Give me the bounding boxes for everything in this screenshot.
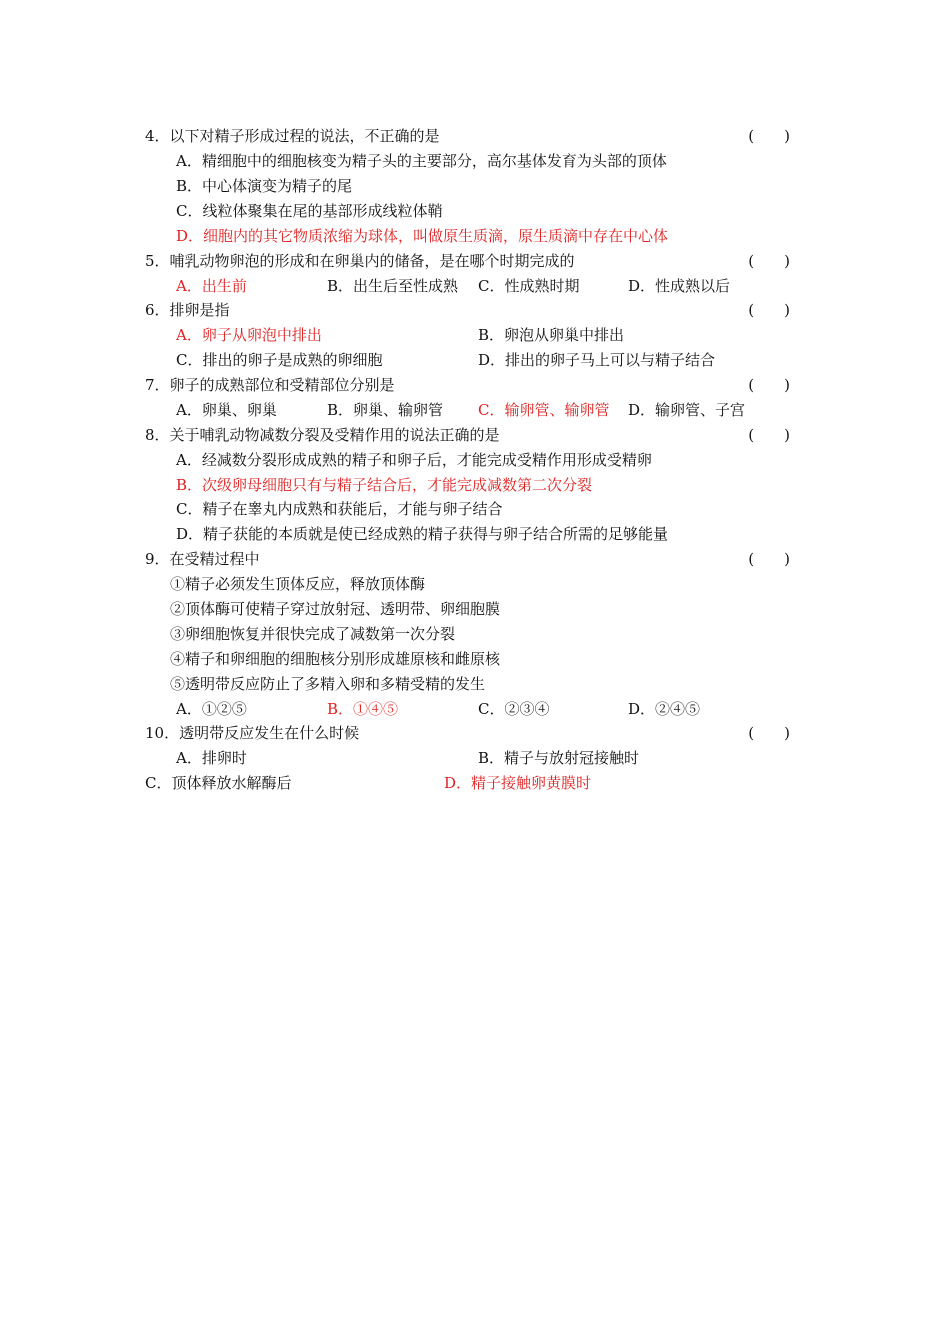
question-5-option-d: D．性成熟以后 (628, 277, 731, 295)
question-6-option-c: C．排出的卵子是成熟的卵细胞 (176, 351, 383, 369)
question-6-answer-bracket: ( ) (748, 301, 790, 319)
question-10-answer-bracket: ( ) (748, 724, 790, 742)
question-9-option-b-answer: B．①④⑤ (327, 700, 399, 718)
question-4-option-c: C．线粒体聚集在尾的基部形成线粒体鞘 (176, 202, 443, 220)
question-7-option-b: B．卵巢、输卵管 (327, 401, 444, 419)
question-7-answer-bracket: ( ) (748, 376, 790, 394)
question-6-stem: 6．排卵是指 (145, 301, 230, 319)
question-9-statement-5: ⑤透明带反应防止了多精入卵和多精受精的发生 (170, 675, 486, 693)
question-8-option-c: C．精子在睾丸内成熟和获能后，才能与卵子结合 (176, 500, 503, 518)
question-10-option-b: B．精子与放射冠接触时 (478, 749, 640, 767)
question-10-option-c: C．顶体释放水解酶后 (145, 774, 292, 792)
question-7-option-d: D．输卵管、子宫 (628, 401, 746, 419)
question-8-option-a: A．经减数分裂形成成熟的精子和卵子后，才能完成受精作用形成受精卵 (176, 451, 652, 469)
question-9-statement-4: ④精子和卵细胞的细胞核分别形成雄原核和雌原核 (170, 650, 501, 668)
question-4-answer-bracket: ( ) (748, 127, 790, 145)
question-9-answer-bracket: ( ) (748, 550, 790, 568)
question-8-option-d: D．精子获能的本质就是使已经成熟的精子获得与卵子结合所需的足够能量 (176, 525, 669, 543)
question-4-stem: 4．以下对精子形成过程的说法，不正确的是 (145, 127, 440, 145)
question-10-option-d-answer: D．精子接触卵黄膜时 (444, 774, 592, 792)
question-10-stem: 10．透明带反应发生在什么时候 (145, 724, 360, 742)
question-7-stem: 7．卵子的成熟部位和受精部位分别是 (145, 376, 395, 394)
question-7-option-c-answer: C．输卵管、输卵管 (478, 401, 610, 419)
question-4-option-d-answer: D．细胞内的其它物质浓缩为球体，叫做原生质滴，原生质滴中存在中心体 (176, 227, 669, 245)
question-8-answer-bracket: ( ) (748, 426, 790, 444)
question-9-statement-2: ②顶体酶可使精子穿过放射冠、透明带、卵细胞膜 (170, 600, 501, 618)
question-8-stem: 8．关于哺乳动物减数分裂及受精作用的说法正确的是 (145, 426, 500, 444)
question-9-stem: 9．在受精过程中 (145, 550, 260, 568)
question-8-option-b-answer: B．次级卵母细胞只有与精子结合后，才能完成减数第二次分裂 (176, 476, 593, 494)
question-9-statement-3: ③卵细胞恢复并很快完成了减数第一次分裂 (170, 625, 456, 643)
question-6-option-d: D．排出的卵子马上可以与精子结合 (478, 351, 716, 369)
question-9-option-d: D．②④⑤ (628, 700, 701, 718)
question-5-stem: 5．哺乳动物卵泡的形成和在卵巢内的储备，是在哪个时期完成的 (145, 252, 575, 270)
question-5-option-b: B．出生后至性成熟 (327, 277, 459, 295)
question-5-answer-bracket: ( ) (748, 252, 790, 270)
question-9-option-a: A．①②⑤ (176, 700, 247, 718)
question-10-option-a: A．排卵时 (176, 749, 247, 767)
question-4-option-a: A．精细胞中的细胞核变为精子头的主要部分，高尔基体发育为头部的顶体 (176, 152, 667, 170)
question-6-option-b: B．卵泡从卵巢中排出 (478, 326, 625, 344)
question-9-option-c: C．②③④ (478, 700, 550, 718)
question-4-option-b: B．中心体演变为精子的尾 (176, 177, 353, 195)
question-5-option-c: C．性成熟时期 (478, 277, 580, 295)
question-5-option-a-answer: A．出生前 (176, 277, 247, 295)
question-6-option-a-answer: A．卵子从卵泡中排出 (176, 326, 322, 344)
question-7-option-a: A．卵巢、卵巢 (176, 401, 277, 419)
question-9-statement-1: ①精子必须发生顶体反应，释放顶体酶 (170, 575, 426, 593)
